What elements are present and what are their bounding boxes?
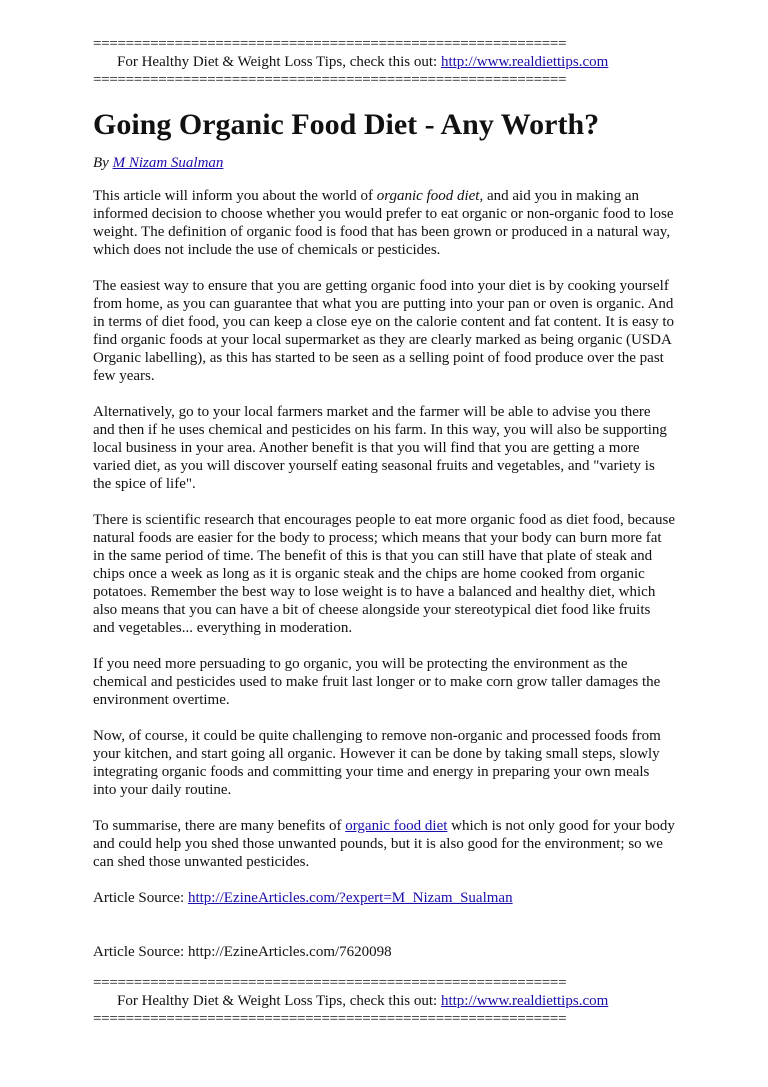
top-banner-rule-lower: ========================================================== <box>93 72 567 88</box>
paragraph-4: There is scientific research that encourages people to eat more organic food as diet food, because natural foods are easier for the body to process; which means that your body can burn more fat in the same period of time. The benefit of this is that you can still have that plate of steak and chips once a week as long as it is organic steak and the chips are home cooked from organic potatoes. Remember the best way to lose weight is to have a balanced and healthy diet, which also means that you can have a bit of cheese alongside your stereotypical diet food like fruits and vegetables... everything in moderation. <box>93 512 675 636</box>
paragraph-5: If you need more persuading to go organic, you will be protecting the environment as the chemical and pesticides used to make fruit last longer or to make corn grow taller damages the environment overtime. <box>93 656 661 708</box>
bottom-banner-rule-upper: ========================================================== <box>93 975 567 991</box>
paragraph-2: The easiest way to ensure that you are getting organic food into your diet is by cooking yourself from home, as you can guarantee that what you are putting into your pan or oven is organic. And in terms of diet food, you can keep a close eye on the calorie content and fat content. It is easy to find organic foods at your local supermarket as they are clearly marked as being organic (USDA Organic labelling), as this has started to be seen as a selling point of food produce over the past few years. <box>93 278 675 384</box>
byline-prefix: By <box>93 155 113 171</box>
top-banner-text <box>93 52 675 72</box>
paragraph-7-end: which is not only good for your body and could help you shed those unwanted pounds, but it is also good for the environment; so we can shed those unwanted pesticides. <box>93 818 675 870</box>
top-banner-link[interactable]: http://www.realdiettips.com <box>440 54 609 70</box>
bottom-banner <box>93 975 675 1027</box>
bottom-banner-label: For Healthy Diet & Weight Loss Tips, check this out: <box>117 993 441 1009</box>
paragraph-3: Alternatively, go to your local farmers market and the farmer will be able to advise you there and then if he uses chemical and pesticides on his farm. In this way, you will also be supporting local business in your area. Another benefit is that you will find that you are getting a more varied diet, as you will discover yourself eating seasonal fruits and vegetables, and "variety is the spice of life". <box>93 404 667 492</box>
spacer <box>93 907 675 943</box>
article-source-expert <box>93 889 675 907</box>
bottom-banner-text <box>93 991 675 1011</box>
article-source-url: Article Source: http://EzineArticles.com/7620098 <box>93 944 392 960</box>
paragraph-1-emphasis: organic food diet <box>376 188 480 204</box>
paragraph-6: Now, of course, it could be quite challenging to remove non-organic and processed foods from your kitchen, and start going all organic. However it can be done by taking small steps, slowly integrating organic foods and committing your time and energy in preparing your own meals into your daily routine. <box>93 728 661 798</box>
bottom-banner-rule-lower: ========================================================== <box>93 1011 567 1027</box>
paragraph-1-start: This article will inform you about the world of <box>93 188 377 204</box>
top-banner <box>93 36 675 88</box>
organic-food-diet-link[interactable]: organic food diet <box>345 818 448 834</box>
byline <box>93 153 675 173</box>
paragraph-1-end: , and aid you in making an informed decision to choose whether you would prefer to eat organic or non-organic food to lose weight. The definition of organic food is food that has been grown or produced in a natural way, which does not include the use of chemicals or pesticides. <box>93 188 674 258</box>
bottom-banner-link[interactable]: http://www.realdiettips.com <box>440 993 609 1009</box>
expert-profile-link[interactable]: http://EzineArticles.com/?expert=M_Nizam_Sualman <box>187 890 513 906</box>
document-page <box>93 36 675 1027</box>
top-banner-rule-upper: ========================================================== <box>93 36 567 52</box>
top-banner-label: For Healthy Diet & Weight Loss Tips, check this out: <box>117 54 441 70</box>
article-source-label: Article Source: <box>93 890 188 906</box>
article-title: Going Organic Food Diet - Any Worth? <box>93 108 600 141</box>
paragraph-7-start: To summarise, there are many benefits of <box>93 818 346 834</box>
author-link[interactable]: M Nizam Sualman <box>112 155 224 171</box>
paragraph-1 <box>93 187 675 259</box>
paragraph-7 <box>93 817 675 871</box>
